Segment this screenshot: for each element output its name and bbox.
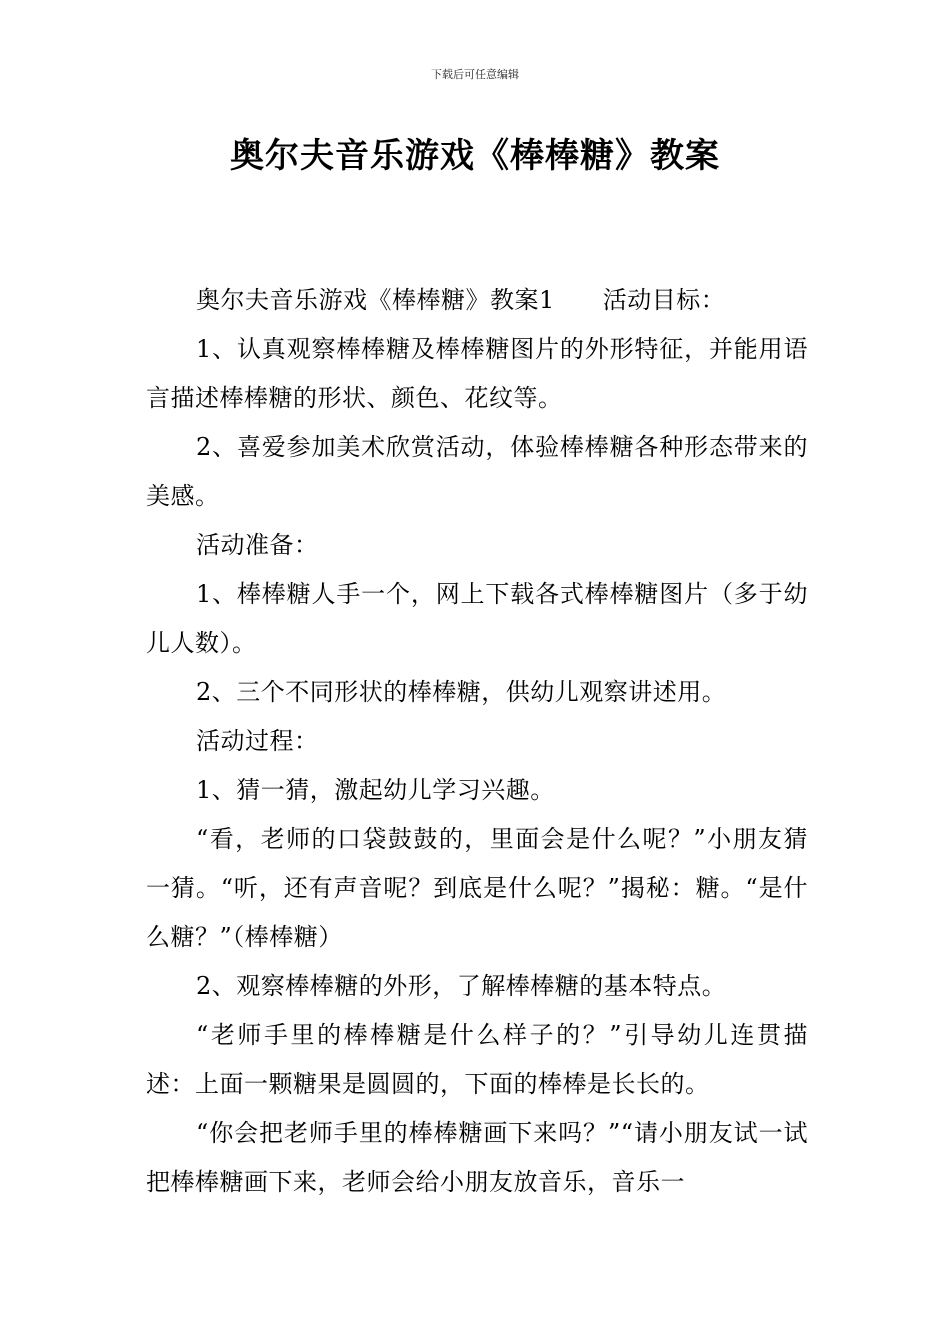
paragraph: 1、棒棒糖人手一个，网上下载各式棒棒糖图片（多于幼儿人数）。 [146, 580, 808, 657]
paragraph: 1、猜一猜，激起幼儿学习兴趣。 [196, 776, 555, 804]
paragraph: 2、三个不同形状的棒棒糖，供幼儿观察讲述用。 [196, 678, 727, 706]
document-title: 奥尔夫音乐游戏《棒棒糖》教案 [230, 136, 720, 176]
paragraph: 2、观察棒棒糖的外形，了解棒棒糖的基本特点。 [196, 972, 727, 1000]
paragraph: 1、认真观察棒棒糖及棒棒糖图片的外形特征，并能用语言描述棒棒糖的形状、颜色、花纹等。 [146, 335, 808, 412]
document-body [146, 276, 808, 1207]
lead-paragraph [146, 276, 808, 325]
paragraph: “你会把老师手里的棒棒糖画下来吗？”“请小朋友试一试把棒棒糖画下来，老师会给小朋友放音乐，音乐一 [146, 1119, 808, 1196]
paragraph: 2、喜爱参加美术欣赏活动，体验棒棒糖各种形态带来的美感。 [146, 433, 808, 510]
paragraph-heading: 活动过程： [196, 727, 319, 755]
header-note: 下载后可任意编辑 [431, 68, 519, 81]
paragraph: “看，老师的口袋鼓鼓的，里面会是什么呢？”小朋友猜一猜。“听，还有声音呢？到底是什么呢？”揭秘：糖。“是什么糖？”（棒棒糖） [146, 825, 808, 951]
section-title: 奥尔夫音乐游戏《棒棒糖》教案1 [196, 286, 555, 314]
paragraph-heading: 活动准备： [196, 531, 319, 559]
goals-heading: 活动目标： [602, 286, 726, 314]
paragraph: “老师手里的棒棒糖是什么样子的？”引导幼儿连贯描述：上面一颗糖果是圆圆的，下面的棒棒是长长的。 [146, 1021, 808, 1098]
